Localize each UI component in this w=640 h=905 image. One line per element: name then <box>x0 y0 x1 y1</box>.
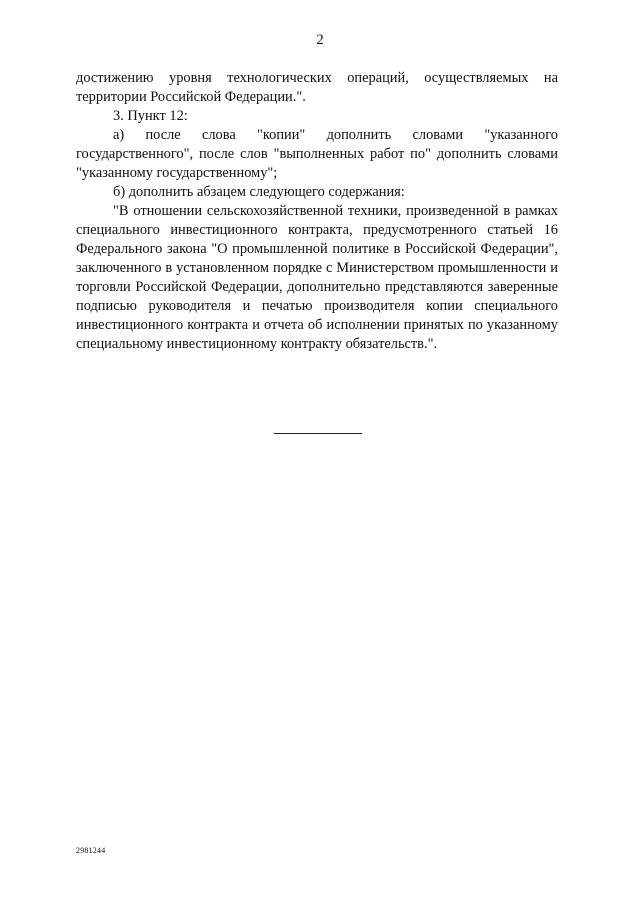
document-body <box>76 69 558 354</box>
paragraph-item-3-heading: 3. Пункт 12: <box>113 108 188 124</box>
paragraph-subitem-b: б) дополнить абзацем следующего содержания: <box>113 184 405 200</box>
page-number: 2 <box>316 32 324 48</box>
paragraph-continuation: достижению уровня технологических операций, осуществляемых на территории Российской Федерации.". <box>76 70 558 105</box>
paragraph-subitem-a: а) после слова "копии" дополнить словами "указанного государственного", после слов "выполненных работ по" дополнить словами "указанному государственному"; <box>76 127 558 181</box>
end-separator-line <box>274 433 362 434</box>
document-code: 2981244 <box>76 846 106 855</box>
paragraph-quoted-addition: "В отношении сельскохозяйственной техники, произведенной в рамках специального инвестиционного контракта, предусмотренного статьей 16 Федерального закона "О промышленной политике в Российской Федерации", заключенного в установленном порядке с Министерством промышленности и торговли Российской Федерации, дополнительно представляются заверенные подписью руководителя и печатью производителя копии специального инвестиционного контракта и отчета об исполнении принятых по указанному специальному инвестиционному контракту обязательств.". <box>76 203 558 352</box>
